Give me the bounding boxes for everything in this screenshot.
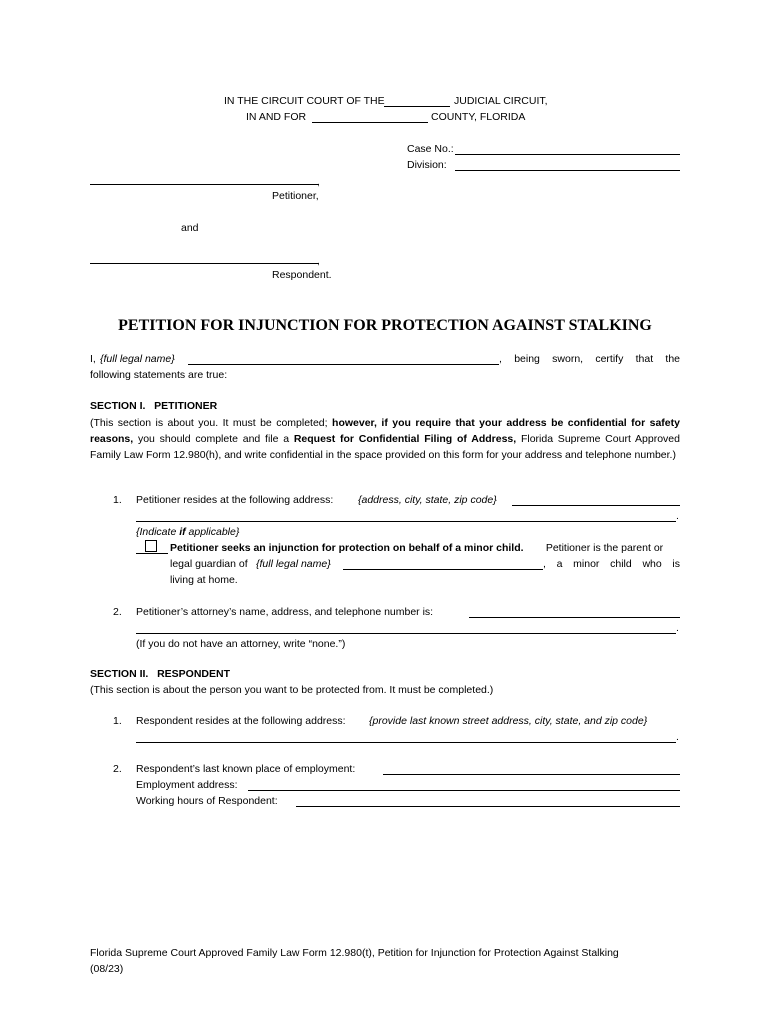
petitioner-comma: , (317, 176, 320, 188)
minor-checkbox-underline (136, 553, 168, 554)
section1-item1-hint: {address, city, state, zip code} (358, 494, 497, 506)
minor-child-text: Petitioner is the parent or (540, 542, 664, 554)
case-no-field[interactable] (455, 154, 680, 155)
minor-child-bold-text: Petitioner seeks an injunction for protection on behalf of a minor child. (170, 542, 524, 554)
minor-line3: living at home. (170, 574, 238, 586)
working-hours-field[interactable] (296, 806, 680, 807)
section2-description: (This section is about the person you want to be protected from. It must be completed.) (90, 684, 494, 696)
respondent-name-field[interactable] (90, 263, 318, 264)
intro-full-legal-name-hint: {full legal name} (100, 353, 175, 365)
attorney-period: . (676, 622, 679, 634)
section2-item1-hint: {provide last known street address, city, state, and zip code} (369, 715, 648, 727)
address-period: . (676, 510, 679, 522)
section1-item2-note: (If you do not have an attorney, write “none.”) (136, 638, 346, 650)
caption-line1-suffix: JUDICIAL CIRCUIT, (454, 95, 548, 107)
caption-line2-suffix: COUNTY, FLORIDA (431, 111, 526, 123)
caption-line1-prefix: IN THE CIRCUIT COURT OF THE (224, 95, 385, 107)
section1-desc-part3: Florida Supreme Court Approved Family Law Form 12.980(h), and write confidential in the space provided on this form for your address and telephone number.) (90, 433, 680, 461)
minor-child-checkbox[interactable] (145, 540, 157, 552)
section1-item1-text: Petitioner resides at the following address: (136, 494, 334, 506)
minor-line2-suffix: , a minor child who is (543, 558, 680, 570)
section2-item2-text: Respondent’s last known place of employment: (136, 763, 356, 775)
section2-item1-text: Respondent resides at the following address: (136, 715, 346, 727)
section1-heading: SECTION I. PETITIONER (90, 400, 218, 412)
section1-item1-number: 1. (113, 494, 122, 506)
indicate-if: if (179, 526, 186, 538)
indicate-prefix: {Indicate (136, 526, 180, 538)
minor-line2-prefix: legal guardian of (170, 558, 248, 570)
intro-suffix: , being sworn, certify that the (499, 353, 680, 365)
intro-line2: following statements are true: (90, 369, 228, 381)
petitioner-address-field-2[interactable] (136, 521, 676, 522)
respondent-comma: , (317, 255, 320, 267)
footer-form-title: Florida Supreme Court Approved Family Law Form 12.980(t), Petition for Injunction for Protection Against Stalking (90, 947, 619, 959)
division-label: Division: (407, 159, 447, 171)
section1-item2-text: Petitioner’s attorney’s name, address, and telephone number is: (136, 606, 434, 618)
minor-line2-hint: {full legal name} (256, 558, 331, 570)
section1-desc-part1: (This section is about you. It must be completed; (90, 417, 333, 429)
employment-address-label: Employment address: (136, 779, 238, 791)
county-blank[interactable] (312, 122, 428, 123)
petitioner-name-field[interactable] (90, 184, 318, 185)
indicate-suffix: applicable} (185, 526, 240, 538)
and-label: and (181, 222, 199, 234)
attorney-info-field-2[interactable] (136, 633, 676, 634)
case-no-label: Case No.: (407, 143, 454, 155)
division-field[interactable] (455, 170, 680, 171)
petitioner-address-field-1[interactable] (512, 505, 680, 506)
respondent-address-period: . (676, 731, 679, 743)
section2-item2-number: 2. (113, 763, 122, 775)
full-legal-name-field[interactable] (188, 364, 499, 365)
employment-place-field[interactable] (383, 774, 680, 775)
employment-address-field[interactable] (248, 790, 680, 791)
section1-description (90, 415, 680, 463)
section2-heading: SECTION II. RESPONDENT (90, 668, 231, 680)
section1-desc-part2: you should complete and file a (133, 433, 294, 445)
footer-revision-date: (08/23) (90, 963, 124, 975)
attorney-info-field-1[interactable] (469, 617, 680, 618)
section1-desc-bold2: Request for Confidential Filing of Address, (293, 433, 517, 445)
section1-item2-number: 2. (113, 606, 122, 618)
working-hours-label: Working hours of Respondent: (136, 795, 278, 807)
respondent-address-field[interactable] (136, 742, 676, 743)
indicate-if-applicable (136, 526, 239, 538)
intro-prefix: I, (90, 353, 96, 365)
respondent-label: Respondent. (272, 269, 332, 281)
petitioner-label: Petitioner, (272, 190, 319, 202)
section2-item1-number: 1. (113, 715, 122, 727)
minor-child-name-field[interactable] (343, 569, 543, 570)
document-title: PETITION FOR INJUNCTION FOR PROTECTION AGAINST STALKING (118, 317, 652, 334)
section1-desc-bold1: however, if you require that your address be confidential for safety reasons, (90, 417, 680, 445)
circuit-blank[interactable] (384, 106, 450, 107)
caption-line2-prefix: IN AND FOR (246, 111, 307, 123)
